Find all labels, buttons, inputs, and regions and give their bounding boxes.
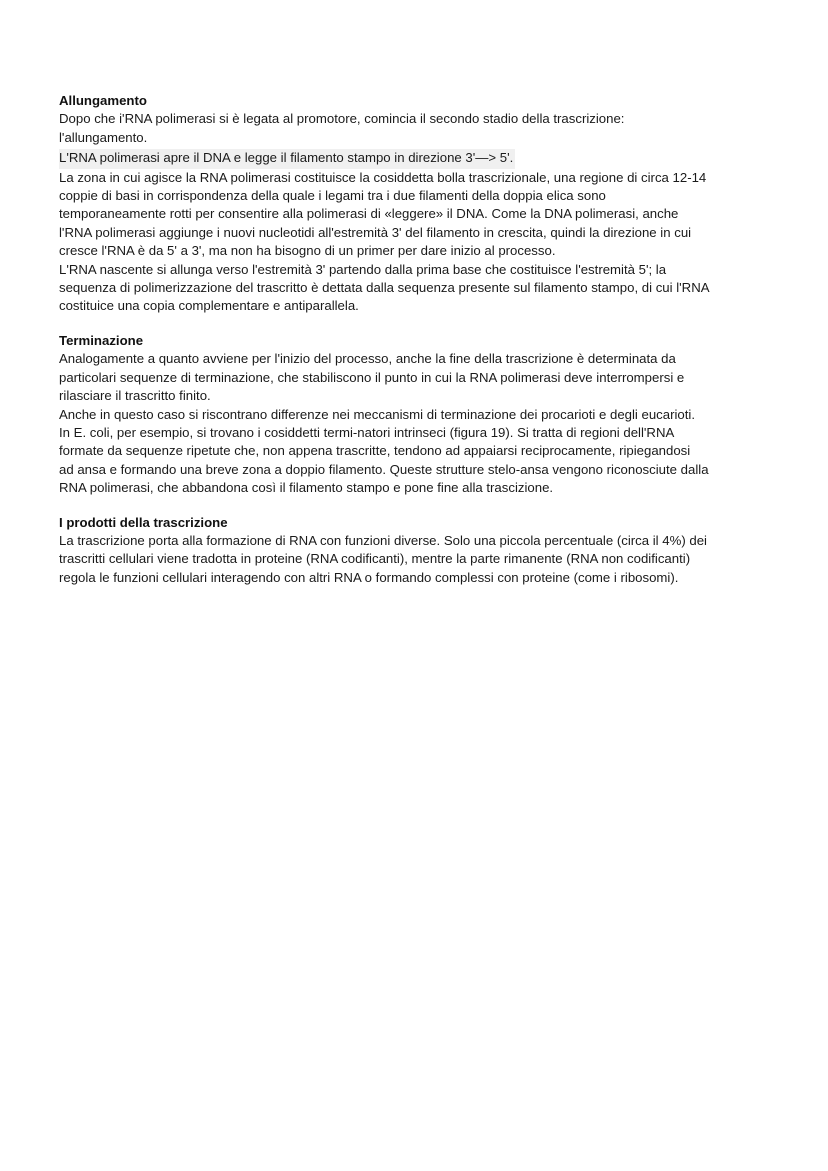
section-heading: Allungamento [59, 93, 147, 108]
paragraph: La zona in cui agisce la RNA polimerasi costituisce la cosiddetta bolla trascrizionale, una regione di circa 12-14 coppie di basi in corrispondenza della quale i legami tra i due filamenti della doppia elica sono temporaneamente rotti per consentire alla polimerasi di «leggere» il DNA. Come la DNA polimerasi, anche l'RNA polimerasi aggiunge i nuovi nucleotidi all'estremità 3' del filamento in crescita, quindi la direzione in cui cresce l'RNA è da 5' a 3', ma non ha bisogno di un primer per dare inizio al processo. L'RNA nascente si allunga verso l'estremità 3' partendo dalla prima base che costituisce l'estremità 5'; la sequenza di polimerizzazione del trascritto è dettata dalla sequenza presente sul filamento stampo, di cui l'RNA costituice una copia complementare e antiparallela. [59, 169, 710, 314]
paragraph: Dopo che i'RNA polimerasi si è legata al promotore, comincia il secondo stadio della trascrizione: l'allungamento. [59, 111, 625, 145]
section-heading: Terminazione [59, 332, 144, 348]
paragraph: Analogamente a quanto avviene per l'inizio del processo, anche la fine della trascrizione è determinata da particolari sequenze di terminazione, che stabiliscono il punto in cui la RNA polimerasi deve interrompersi e rilasciare il trascritto finito. Anche in questo caso si riscontrano differenze nei meccanismi di terminazione dei procarioti e degli eucarioti. In E. coli, per esempio, si trovano i cosiddetti termi-natori intrinseci (figura 19). Si tratta di regioni dell'RNA formate da sequenze ripetute che, non appena trascritte, tendono ad appaiarsi reciprocamente, ripiegandosi ad ansa e formando una breve zona a doppio filamento. Queste strutture stelo-ansa vengono riconosciute dalla RNA polimerasi, che abbandona così il filamento stampo e pone fine alla trascizione. [59, 351, 709, 496]
section-terminazione [59, 332, 771, 498]
section-heading: I prodotti della trascrizione [59, 514, 228, 530]
highlighted-text: L'RNA polimerasi apre il DNA e legge il filamento stampo in direzione 3'—> 5'. [59, 149, 515, 168]
paragraph: La trascrizione porta alla formazione di RNA con funzioni diverse. Solo una piccola percentuale (circa il 4%) dei trascritti cellulari viene tradotta in proteine (RNA codificanti), mentre la parte rimanente (RNA non codificanti) regola le funzioni cellulari interagendo con altri RNA o formando complessi con proteine (come i ribosomi). [59, 532, 707, 585]
section-prodotti [59, 514, 771, 588]
document-page [59, 92, 771, 603]
section-allungamento [59, 92, 771, 316]
highlighted-line [59, 149, 771, 168]
